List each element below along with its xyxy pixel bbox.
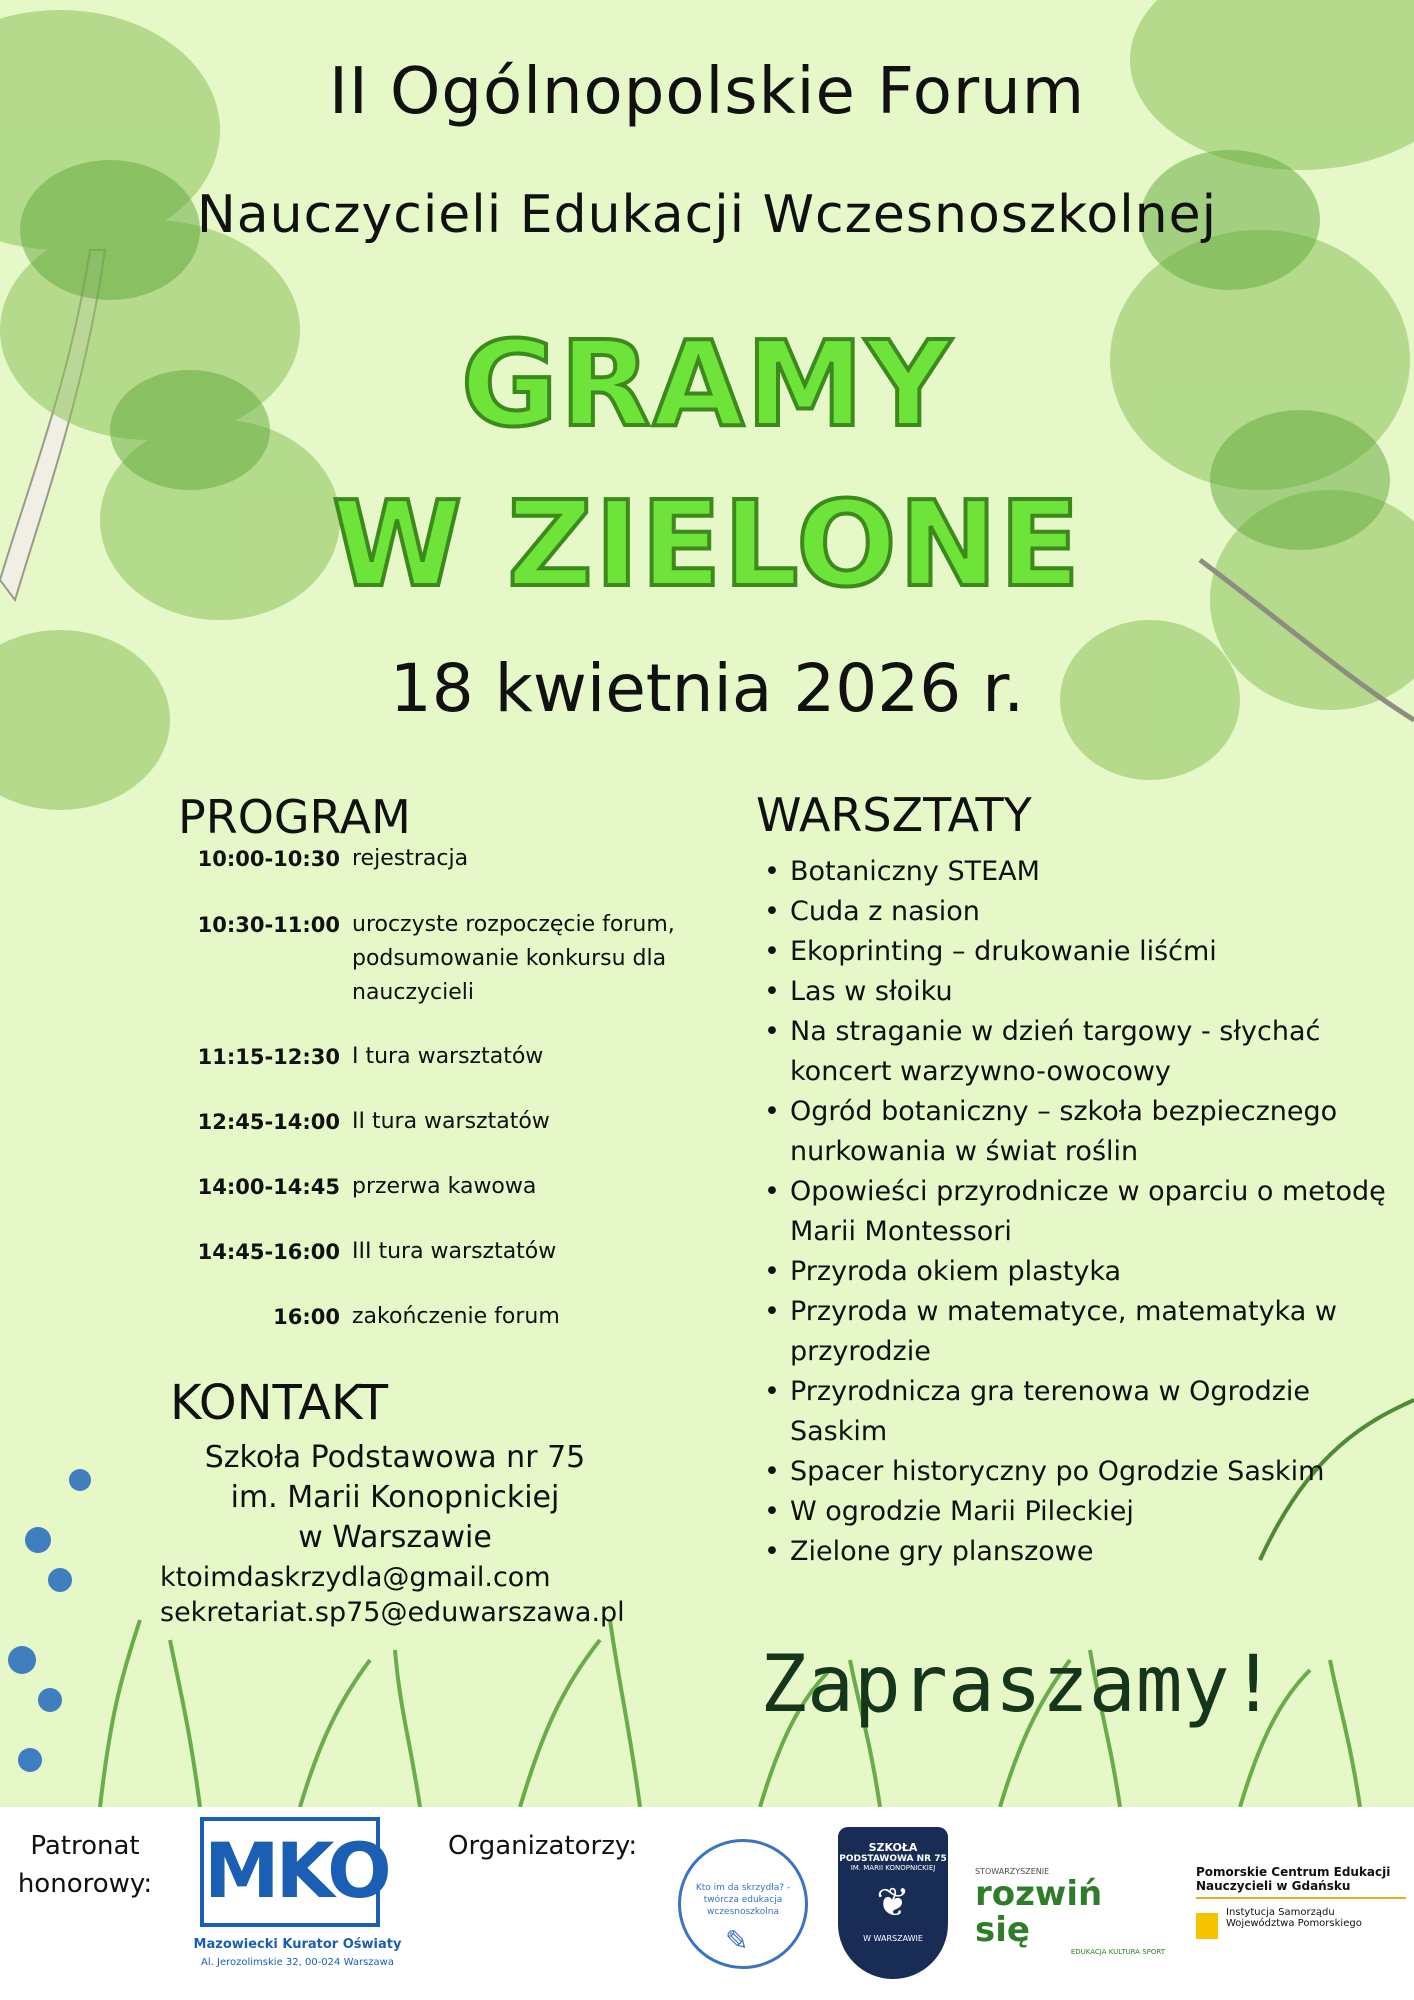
- workshop-item: • Przyrodnicza gra terenowa w Ogrodzie Saskim: [760, 1372, 1400, 1452]
- workshop-item: • Przyroda w matematyce, matematyka w przyrodzie: [760, 1292, 1400, 1372]
- school-patron: im. Marii Konopnickiej: [230, 1480, 560, 1515]
- program-activity: przerwa kawowa: [352, 1174, 537, 1199]
- title-line-2: Nauczycieli Edukacji Wczesnoszkolnej: [196, 185, 1218, 245]
- rozwin-org-type: STOWARZYSZENIE: [975, 1867, 1050, 1876]
- workshop-item: • W ogrodzie Marii Pileckiej: [760, 1492, 1400, 1532]
- school-shield-logo: [838, 1827, 948, 1979]
- main-title-2: W ZIELONE: [332, 475, 1082, 613]
- program-time: 14:45-16:00: [197, 1240, 340, 1264]
- program-row: [150, 1040, 730, 1074]
- program-time: 10:30-11:00: [197, 913, 340, 937]
- program-row: [150, 1105, 730, 1139]
- footer: [0, 1807, 1414, 2000]
- badge-text: Kto im da skrzydła? - twórcza edukacja wczesnoszkolna: [695, 1883, 791, 1917]
- workshop-item: • Na straganie w dzień targowy - słychać koncert warzywno-owocowy: [760, 1012, 1400, 1092]
- shield-line-4: W WARSZAWIE: [863, 1934, 923, 1943]
- workshop-item: • Spacer historyczny po Ogrodzie Saskim: [760, 1452, 1400, 1492]
- program-heading: PROGRAM: [178, 790, 411, 844]
- contact-email[interactable]: sekretariat.sp75@eduwarszawa.pl: [160, 1597, 625, 1628]
- workshops-list: [760, 852, 1400, 1572]
- workshops-heading: WARSZTATY: [756, 788, 1032, 842]
- workshop-item: • Przyroda okiem plastyka: [760, 1252, 1400, 1292]
- closing-invitation: Zapraszamy!: [760, 1640, 1277, 1730]
- workshop-item: • Opowieści przyrodnicze w oparciu o metodę Marii Montessori: [760, 1172, 1400, 1252]
- event-date: 18 kwietnia 2026 r.: [389, 650, 1025, 727]
- title-line-1: II Ogólnopolskie Forum: [328, 55, 1086, 129]
- workshop-item: • Ogród botaniczny – szkoła bezpiecznego nurkowania w świat roślin: [760, 1092, 1400, 1172]
- shield-line-3: IM. MARII KONOPNICKIEJ: [850, 1864, 936, 1872]
- contact-heading: KONTAKT: [170, 1375, 389, 1431]
- program-activity: uroczyste rozpoczęcie forum, podsumowanie konkursu dla nauczycieli: [352, 912, 675, 1005]
- pomorskie-crest-icon: [1196, 1913, 1218, 1939]
- mko-name: Mazowiecki Kurator Oświaty: [193, 1937, 402, 1952]
- program-time: 16:00: [273, 1305, 340, 1329]
- organizers-label: Organizatorzy:: [448, 1831, 638, 1861]
- program-time: 11:15-12:30: [197, 1045, 340, 1069]
- pcen-logo: [1196, 1865, 1406, 1929]
- mko-mark: MKO: [200, 1817, 380, 1927]
- kto-im-da-skrzydla-logo: [678, 1839, 808, 1969]
- program-row: [150, 842, 730, 876]
- program-time: 12:45-14:00: [197, 1110, 340, 1134]
- shield-line-2: PODSTAWOWA NR 75: [839, 1854, 947, 1864]
- school-name: Szkoła Podstawowa nr 75: [204, 1440, 586, 1475]
- workshop-item: • Cuda z nasion: [760, 892, 1400, 932]
- mko-logo: [190, 1817, 405, 1977]
- pen-icon: ✎: [725, 1924, 749, 1957]
- workshop-item: • Botaniczny STEAM: [760, 852, 1400, 892]
- pcen-line-4: Województwa Pomorskiego: [1226, 1918, 1362, 1929]
- program-activity: II tura warsztatów: [352, 1109, 550, 1134]
- shield-line-1: SZKOŁA: [868, 1841, 918, 1854]
- rozwin-tagline: EDUKACJA KULTURA SPORT: [1070, 1948, 1165, 1956]
- rozwin-sie-logo: [975, 1867, 1165, 1956]
- contact-email[interactable]: ktoimdaskrzydla@gmail.com: [160, 1562, 551, 1593]
- workshop-item: • Las w słoiku: [760, 972, 1400, 1012]
- program-time: 14:00-14:45: [197, 1175, 340, 1199]
- program-time: 10:00-10:30: [197, 847, 340, 871]
- tree-icon: ❦: [876, 1880, 910, 1926]
- main-title-1: GRAMY: [461, 315, 953, 453]
- program-row: [150, 1235, 730, 1269]
- program-row: [150, 908, 730, 1010]
- patronage-label: Patronat honorowy:: [17, 1831, 153, 1899]
- program-activity: III tura warsztatów: [352, 1239, 557, 1264]
- pcen-line-1: Pomorskie Centrum Edukacji: [1196, 1865, 1391, 1879]
- program-activity: zakończenie forum: [352, 1304, 560, 1329]
- workshop-item: • Ekoprinting – drukowanie liśćmi: [760, 932, 1400, 972]
- pcen-line-2: Nauczycieli w Gdańsku: [1196, 1879, 1406, 1899]
- workshop-item: • Zielone gry planszowe: [760, 1532, 1400, 1572]
- program-row: [150, 1300, 730, 1334]
- rozwin-name: rozwiń się: [975, 1874, 1103, 1950]
- program-activity: I tura warsztatów: [352, 1044, 544, 1069]
- program-activity: rejestracja: [352, 846, 469, 871]
- program-row: [150, 1170, 730, 1204]
- mko-address: Al. Jerozolimskie 32, 00-024 Warszawa: [201, 1957, 394, 1968]
- pcen-line-3: Instytucja Samorządu: [1226, 1907, 1335, 1918]
- school-city: w Warszawie: [298, 1520, 492, 1555]
